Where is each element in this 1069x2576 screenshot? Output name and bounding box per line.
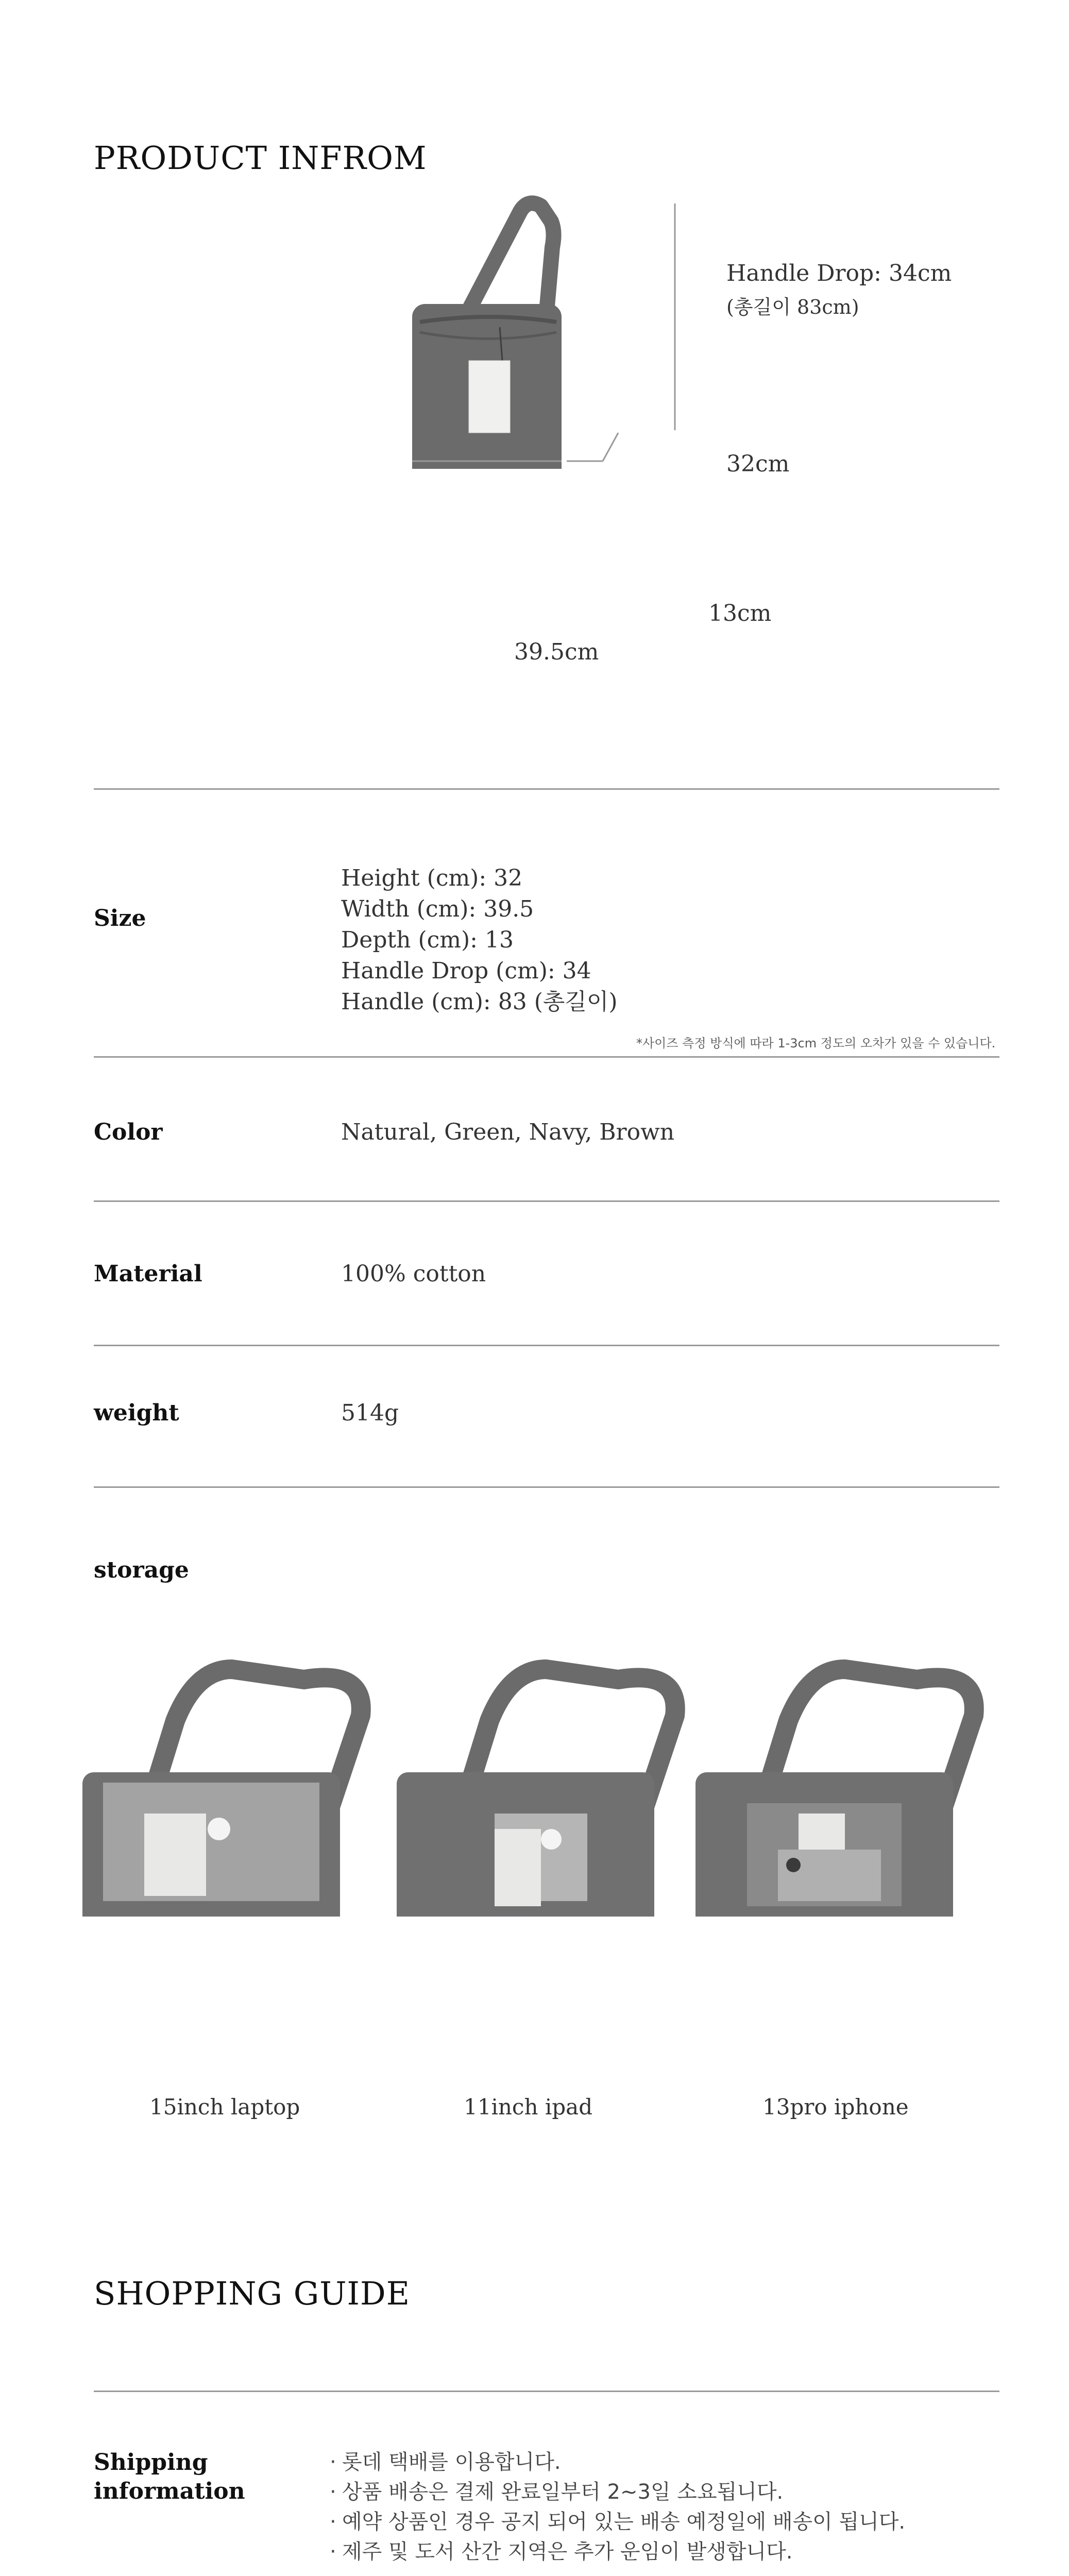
apple-logo-icon	[541, 1829, 562, 1850]
size-depth: Depth (cm): 13	[341, 927, 514, 953]
weight-label: weight	[94, 1400, 179, 1426]
shipping-label-line-2: information	[94, 2478, 245, 2504]
divider	[94, 1486, 999, 1488]
apple-logo-icon	[208, 1818, 230, 1840]
storage-label: storage	[94, 1557, 189, 1583]
product-info-title: PRODUCT INFROM	[94, 139, 427, 177]
material-label: Material	[94, 1261, 202, 1287]
shopping-guide-title: SHOPPING GUIDE	[94, 2275, 411, 2312]
divider	[94, 2391, 999, 2392]
size-width: Width (cm): 39.5	[341, 896, 534, 922]
list-item: · 롯데 택배를 이용합니다.	[330, 2447, 979, 2477]
storage-bag-iphone	[690, 1659, 999, 1917]
storage-caption-ipad: 11inch ipad	[464, 2094, 593, 2120]
size-height: Height (cm): 32	[341, 865, 523, 891]
camera-lens-icon	[786, 1858, 801, 1872]
storage-bag-laptop	[77, 1659, 386, 1917]
width-dimension: 39.5cm	[514, 639, 599, 665]
divider	[94, 1056, 999, 1058]
shipping-label	[94, 2448, 245, 2506]
size-handle: Handle (cm): 83 (총길이)	[341, 989, 618, 1015]
storage-caption-iphone: 13pro iphone	[762, 2094, 909, 2120]
storage-caption-laptop: 15inch laptop	[149, 2094, 300, 2120]
depth-dimension: 13cm	[708, 600, 772, 626]
height-dimension: 32cm	[726, 451, 790, 477]
material-value: 100% cotton	[341, 1261, 486, 1287]
list-item: · 상품 배송은 결제 완료일부터 2~3일 소요됩니다.	[330, 2477, 979, 2507]
size-handle-drop: Handle Drop (cm): 34	[341, 958, 591, 984]
storage-bag-ipad	[392, 1659, 701, 1917]
divider	[94, 1345, 999, 1346]
handle-drop-dimension: Handle Drop: 34cm	[726, 260, 952, 286]
shipping-label-line-1: Shipping	[94, 2449, 208, 2476]
list-item: · 예약 상품인 경우 공지 되어 있는 배송 예정일에 배송이 됩니다.	[330, 2507, 979, 2537]
shipping-list	[330, 2447, 979, 2567]
color-value: Natural, Green, Navy, Brown	[341, 1119, 675, 1145]
tag-icon	[469, 361, 510, 433]
bag-dimension-illustration	[381, 191, 752, 469]
handle-total-length: (총길이 83cm)	[726, 296, 859, 318]
size-note: *사이즈 측정 방식에 따라 1-3cm 정도의 오차가 있을 수 있습니다.	[636, 1036, 996, 1050]
divider	[94, 788, 999, 790]
weight-value: 514g	[341, 1400, 399, 1426]
size-label: Size	[94, 905, 146, 931]
list-item: · 제주 및 도서 산간 지역은 추가 운임이 발생합니다.	[330, 2537, 979, 2567]
divider	[94, 1200, 999, 1202]
color-label: Color	[94, 1119, 163, 1145]
size-values	[341, 863, 618, 1018]
